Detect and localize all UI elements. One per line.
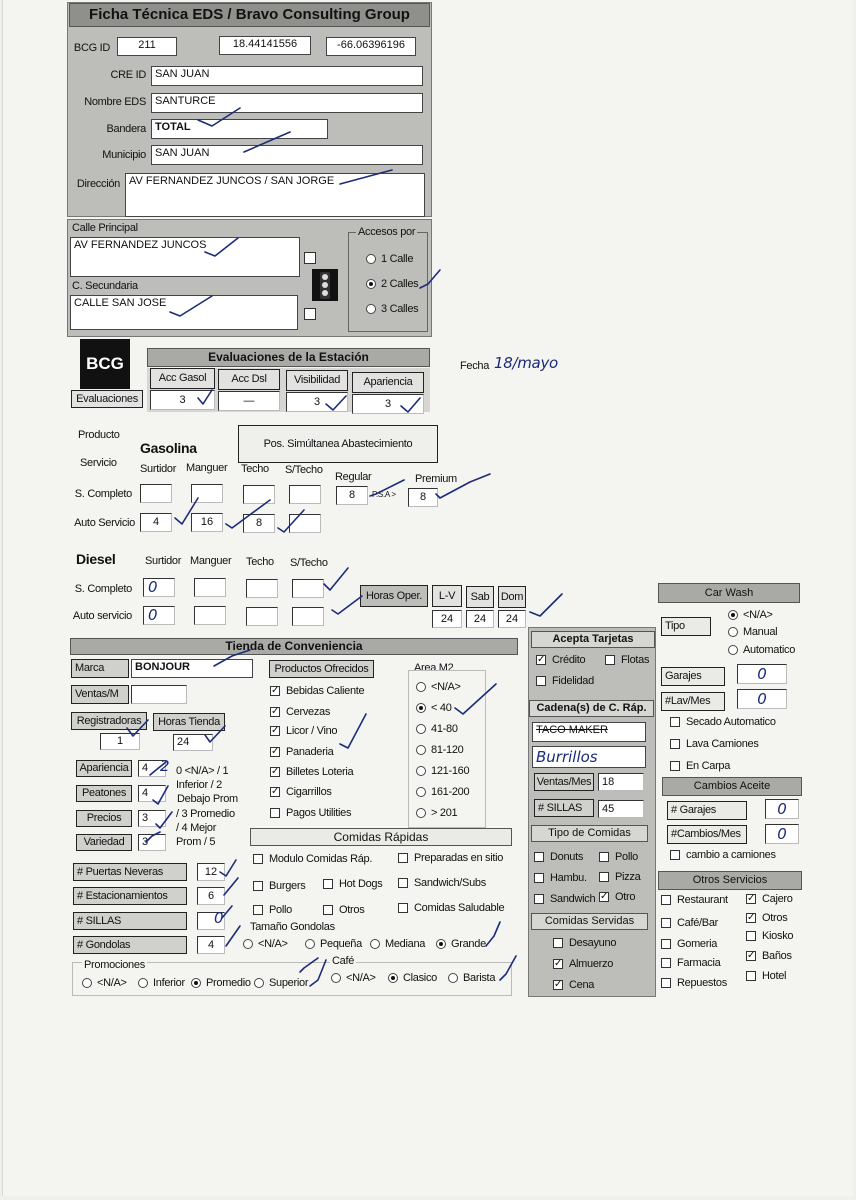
gas-auto-techo[interactable]: 8	[243, 514, 275, 533]
area-2-label: 41-80	[431, 723, 458, 735]
diesel-auto-stecho[interactable]	[292, 607, 324, 626]
direccion-label: Dirección	[76, 178, 120, 190]
precios-field[interactable]: 3	[138, 810, 166, 827]
puertas-label: # Puertas Neveras	[73, 863, 187, 881]
tienda-sillas-label: # SILLAS	[73, 912, 187, 930]
promocion-2-radio[interactable]	[191, 978, 201, 988]
gas-scompleto-manguer[interactable]	[191, 484, 223, 503]
tarjeta-2-label: Fidelidad	[552, 675, 594, 687]
evaluaciones-button[interactable]: Evaluaciones	[71, 390, 143, 408]
comida-rapida-5-checkbox[interactable]	[253, 905, 263, 915]
gas-col-surtidor: Surtidor	[140, 463, 177, 475]
producto-3-checkbox[interactable]: ✓	[271, 746, 280, 757]
horas-dom-header: Dom	[498, 586, 526, 608]
otro-servicio-8-checkbox[interactable]	[661, 978, 671, 988]
otro-servicio-2-label: Café/Bar	[677, 917, 719, 929]
producto-2-checkbox[interactable]: ✓	[271, 725, 280, 736]
producto-1-checkbox[interactable]: ✓	[271, 706, 280, 717]
tipo-comida-2-checkbox[interactable]	[534, 873, 544, 883]
scale-line-3: Debajo Prom	[177, 793, 238, 805]
diesel-scompleto-stecho[interactable]	[292, 579, 324, 598]
promocion-3-radio[interactable]	[254, 978, 264, 988]
horas-dom-value[interactable]: 24	[498, 610, 526, 628]
tarjeta-1-label: Flotas	[621, 654, 650, 666]
horas-lv-value[interactable]: 24	[432, 610, 462, 628]
comidas-servidas-title: Comidas Servidas	[531, 913, 648, 930]
producto-4-checkbox[interactable]: ✓	[271, 766, 280, 777]
cadena-ventas-label: Ventas/Mes	[534, 773, 594, 791]
calle-secundaria-checkbox[interactable]	[304, 308, 316, 320]
regular-label: Regular	[335, 471, 372, 483]
diesel-row-scompleto: S. Completo	[74, 583, 132, 595]
acc-dsl-value[interactable]: —	[218, 391, 280, 411]
area-1-radio[interactable]	[416, 703, 426, 713]
gondolas-field[interactable]: 4	[197, 936, 225, 954]
gondola-size-0-radio[interactable]	[243, 939, 253, 949]
otro-servicio-3-checkbox[interactable]: ✓	[747, 912, 756, 923]
comida-rapida-2-label: Burgers	[269, 880, 306, 892]
promocion-2-label: Promedio	[206, 977, 251, 989]
otro-servicio-6-label: Farmacia	[677, 957, 721, 969]
producto-2-label: Licor / Vino	[286, 725, 338, 737]
psa-label: P.S.A >	[372, 490, 396, 499]
otro-servicio-1-checkbox[interactable]: ✓	[747, 893, 756, 904]
scale-line-6: Prom / 5	[176, 836, 216, 848]
accesos-radio-3[interactable]	[366, 304, 376, 314]
producto-5-label: Cigarrillos	[286, 786, 332, 798]
producto-5-checkbox[interactable]: ✓	[271, 786, 280, 797]
gondolas-size-title: Tamaño Gondolas	[250, 921, 335, 933]
otro-servicio-3-label: Otros	[762, 912, 788, 924]
car-wash-option-2-radio[interactable]	[728, 645, 738, 655]
gas-row-auto: Auto Servicio	[74, 517, 135, 529]
scale-line-4: / 3 Promedio	[176, 808, 235, 820]
accesos-option-3: 3 Calles	[381, 303, 419, 315]
tarjeta-0-checkbox[interactable]: ✓	[537, 654, 546, 665]
area-2-radio[interactable]	[416, 724, 426, 734]
otro-servicio-1-label: Cajero	[762, 893, 793, 905]
cafe-0-label: <N/A>	[346, 972, 376, 984]
otro-servicio-0-checkbox[interactable]	[661, 895, 671, 905]
cambio-camiones-label: cambio a camiones	[686, 849, 776, 861]
otro-servicio-4-checkbox[interactable]	[661, 939, 671, 949]
otro-servicio-8-label: Repuestos	[677, 977, 727, 989]
tipo-comida-0-checkbox[interactable]	[534, 852, 544, 862]
producto-6-label: Pagos Utilities	[286, 807, 352, 819]
car-wash-lav-field[interactable]: 0	[737, 689, 787, 709]
diesel-col-manguer: Manguer	[190, 555, 232, 567]
area-5-label: 161-200	[431, 786, 470, 798]
diesel-auto-manguer[interactable]	[194, 606, 226, 625]
cambios-mes-label: #Cambios/Mes	[667, 825, 747, 844]
otro-servicio-5-checkbox[interactable]	[746, 931, 756, 941]
cafe-title: Café	[332, 955, 355, 967]
servicio-label: Servicio	[80, 457, 117, 469]
comidas-rapidas-title: Comidas Rápidas	[250, 828, 512, 846]
comida-rapida-3-label: Hot Dogs	[339, 878, 383, 890]
cambios-garajes-field[interactable]: 0	[765, 799, 799, 819]
fecha-value: 18/mayo	[494, 354, 558, 372]
comida-rapida-5-label: Pollo	[269, 904, 292, 916]
gondola-size-0-label: <N/A>	[258, 938, 288, 950]
direccion-field[interactable]: AV FERNANDEZ JUNCOS / SAN JORGE	[125, 173, 425, 217]
area-0-radio[interactable]	[416, 682, 426, 692]
diesel-scompleto-techo[interactable]	[246, 579, 278, 598]
estacionamientos-label: # Estacionamientos	[73, 887, 187, 905]
car-wash-option-0-label: <N/A>	[743, 609, 773, 621]
comida-rapida-0-label: Modulo Comidas Ráp.	[269, 853, 373, 865]
area-title: Area M2	[414, 662, 454, 674]
area-0-label: <N/A>	[431, 681, 461, 693]
longitude-field[interactable]: -66.06396196	[326, 37, 416, 56]
comida-rapida-2-checkbox[interactable]	[253, 881, 263, 891]
tarjeta-0-label: Crédito	[552, 654, 586, 666]
area-1-label: < 40	[431, 702, 452, 714]
producto-4-label: Billetes Loteria	[286, 766, 354, 778]
cadena-field-2[interactable]: Burrillos	[532, 746, 646, 768]
calle-principal-checkbox[interactable]	[304, 252, 316, 264]
cadena-sillas-field[interactable]: 45	[598, 800, 644, 818]
comida-servida-1-label: Almuerzo	[569, 958, 614, 970]
producto-0-label: Bebidas Caliente	[286, 685, 365, 697]
car-wash-lav-label: #Lav/Mes	[661, 692, 725, 711]
acc-dsl-header: Acc Dsl	[218, 369, 280, 390]
diesel-title: Diesel	[76, 551, 116, 567]
car-wash-check-1-label: Lava Camiones	[686, 738, 759, 750]
nombre-field[interactable]: SANTURCE	[151, 93, 423, 113]
tipo-comidas-title: Tipo de Comidas	[531, 825, 648, 842]
cambios-mes-field[interactable]: 0	[765, 824, 799, 844]
horas-sab-header: Sab	[466, 586, 494, 608]
area-5-radio[interactable]	[416, 787, 426, 797]
comida-rapida-1-label: Preparadas en sitio	[414, 852, 504, 864]
scale-line-2: Inferior / 2	[176, 779, 222, 791]
accesos-label: Accesos por	[358, 226, 416, 238]
accesos-option-1: 1 Calle	[381, 253, 414, 265]
calle-principal-label: Calle Principal	[72, 222, 138, 234]
comida-rapida-7-checkbox[interactable]	[398, 903, 408, 913]
gas-col-techo: Techo	[241, 463, 269, 475]
visibilidad-header: Visibilidad	[286, 370, 348, 391]
form-title: Ficha Técnica EDS / Bravo Consulting Group	[69, 3, 430, 27]
promocion-0-label: <N/A>	[97, 977, 127, 989]
area-6-label: > 201	[431, 807, 458, 819]
otro-servicio-0-label: Restaurant	[677, 894, 728, 906]
cadena-ventas-field[interactable]: 18	[598, 773, 644, 791]
car-wash-option-0-radio[interactable]	[728, 610, 738, 620]
car-wash-option-2-label: Automatico	[743, 644, 796, 656]
cadena-field-1[interactable]: TACO MAKER	[532, 722, 646, 742]
accesos-radio-1[interactable]	[366, 254, 376, 264]
area-3-label: 81-120	[431, 744, 464, 756]
car-wash-tipo-label: Tipo	[661, 617, 711, 636]
comida-servida-0-checkbox[interactable]	[553, 938, 563, 948]
tipo-comida-4-label: Sandwich	[550, 893, 596, 905]
bandera-label: Bandera	[106, 123, 146, 135]
gas-col-stecho: S/Techo	[285, 464, 323, 476]
accesos-radio-2[interactable]	[366, 279, 376, 289]
cafe-2-radio[interactable]	[448, 973, 458, 983]
marca-label: Marca	[71, 659, 129, 678]
tipo-comida-3-checkbox[interactable]	[599, 872, 609, 882]
horas-lv-header: L-V	[432, 585, 462, 607]
comida-rapida-0-checkbox[interactable]	[253, 854, 263, 864]
cafe-2-label: Barista	[463, 972, 496, 984]
fecha-label: Fecha	[460, 360, 490, 372]
gas-scompleto-stecho[interactable]	[289, 485, 321, 504]
gondola-size-3-radio[interactable]	[436, 939, 446, 949]
area-4-radio[interactable]	[416, 766, 426, 776]
gondolas-label: # Gondolas	[73, 936, 187, 954]
acc-gasol-header: Acc Gasol	[150, 368, 215, 389]
registradoras-field[interactable]: 1	[100, 733, 140, 750]
pos-simultanea-button[interactable]: Pos. Simúltanea Abastecimiento	[238, 425, 438, 463]
car-wash-check-1-checkbox[interactable]	[670, 739, 680, 749]
premium-field[interactable]: 8	[408, 488, 438, 507]
gasolina-title: Gasolina	[140, 440, 197, 456]
comida-servida-1-checkbox[interactable]: ✓	[554, 958, 563, 969]
apariencia-label: Apariencia	[76, 760, 132, 777]
diesel-row-auto: Auto servicio	[72, 610, 132, 622]
car-wash-check-2-checkbox[interactable]	[670, 761, 680, 771]
cre-id-label: CRE ID	[110, 69, 146, 81]
peatones-field[interactable]: 4	[138, 785, 166, 802]
promociones-title: Promociones	[84, 959, 145, 971]
diesel-scompleto-manguer[interactable]	[194, 578, 226, 597]
gondola-size-1-radio[interactable]	[305, 939, 315, 949]
visibilidad-value[interactable]: 3	[286, 392, 348, 412]
gondola-size-3-label: Grande	[451, 938, 486, 950]
ventas-field[interactable]	[131, 685, 187, 704]
otro-servicio-4-label: Gomeria	[677, 938, 718, 950]
producto-3-label: Panaderia	[286, 746, 334, 758]
apariencia-hand-value: 2	[160, 757, 170, 775]
horas-tienda-label: Horas Tienda	[153, 713, 225, 731]
gas-col-manguer: Manguer	[186, 462, 228, 474]
cafe-1-radio[interactable]	[388, 973, 398, 983]
comida-servida-2-label: Cena	[569, 979, 595, 991]
municipio-field[interactable]: SAN JUAN	[151, 145, 423, 165]
tienda-title: Tienda de Conveniencia	[70, 638, 518, 655]
car-wash-option-1-radio[interactable]	[728, 627, 738, 637]
gas-auto-manguer[interactable]: 16	[191, 513, 223, 532]
tienda-sillas-hand-value: 0	[214, 909, 224, 927]
registradoras-label: Registradoras	[71, 712, 147, 730]
traffic-light-icon	[310, 268, 340, 302]
calle-secundaria-label: C. Secundaria	[72, 280, 138, 292]
tipo-comida-1-checkbox[interactable]	[599, 852, 609, 862]
otro-servicio-5-label: Kiosko	[762, 930, 794, 942]
car-wash-check-0-checkbox[interactable]	[670, 717, 680, 727]
otro-servicio-9-label: Hotel	[762, 970, 787, 982]
apariencia-header: Apariencia	[352, 372, 424, 393]
producto-1-label: Cervezas	[286, 706, 331, 718]
otros-servicios-title: Otros Servicios	[658, 871, 802, 890]
tarjetas-title: Acepta Tarjetas	[531, 631, 655, 648]
cadena-sillas-label: # SILLAS	[534, 799, 594, 817]
productos-title: Productos Ofrecidos	[269, 660, 374, 678]
car-wash-check-0-label: Secado Automatico	[686, 716, 776, 728]
tipo-comida-2-label: Hambu.	[550, 872, 587, 884]
acc-gasol-value[interactable]: 3	[150, 390, 215, 410]
otro-servicio-2-checkbox[interactable]	[661, 918, 671, 928]
area-6-radio[interactable]	[416, 808, 426, 818]
tipo-comida-4-checkbox[interactable]	[534, 894, 544, 904]
bcg-id-label: BCG ID	[73, 42, 110, 54]
scale-line-1: 0 <N/A> / 1	[176, 765, 229, 777]
promocion-0-radio[interactable]	[82, 978, 92, 988]
accesos-option-2: 2 Calles	[381, 278, 419, 290]
car-wash-garajes-field[interactable]: 0	[737, 664, 787, 684]
comida-rapida-6-checkbox[interactable]	[323, 905, 333, 915]
tipo-comida-5-checkbox[interactable]: ✓	[600, 891, 609, 902]
estacionamientos-field[interactable]: 6	[197, 887, 225, 905]
evaluaciones-title: Evaluaciones de la Estación	[147, 348, 430, 367]
car-wash-check-2-label: En Carpa	[686, 760, 731, 772]
promocion-1-radio[interactable]	[138, 978, 148, 988]
apariencia-field[interactable]: 4	[138, 760, 166, 777]
premium-label: Premium	[415, 473, 457, 485]
horas-oper-button[interactable]: Horas Oper.	[360, 585, 428, 607]
tipo-comida-0-label: Donuts	[550, 851, 584, 863]
gas-scompleto-techo[interactable]	[243, 485, 275, 504]
otro-servicio-6-checkbox[interactable]	[661, 958, 671, 968]
comida-rapida-1-checkbox[interactable]	[398, 853, 408, 863]
promocion-1-label: Inferior	[153, 977, 185, 989]
bcg-logo: BCG	[80, 339, 130, 389]
tipo-comida-5-label: Otro	[615, 891, 636, 903]
bandera-field[interactable]: TOTAL	[151, 119, 328, 139]
tarjeta-1-checkbox[interactable]	[605, 655, 615, 665]
otro-servicio-9-checkbox[interactable]	[746, 971, 756, 981]
cafe-0-radio[interactable]	[331, 973, 341, 983]
comida-rapida-6-label: Otros	[339, 904, 365, 916]
scale-line-5: / 4 Mejor	[176, 822, 217, 834]
gondola-size-2-radio[interactable]	[370, 939, 380, 949]
peatones-label: Peatones	[76, 785, 132, 802]
precios-label: Precios	[76, 810, 132, 827]
gondola-size-2-label: Mediana	[385, 938, 426, 950]
bcg-id-field[interactable]: 211	[117, 37, 177, 56]
gas-row-scompleto: S. Completo	[74, 488, 132, 500]
variedad-field[interactable]: 3	[138, 834, 166, 851]
cadenas-title: Cadena(s) de C. Ráp.	[529, 700, 654, 717]
municipio-label: Municipio	[102, 149, 146, 161]
gas-auto-surtidor[interactable]: 4	[140, 513, 172, 532]
comida-servida-0-label: Desayuno	[569, 937, 617, 949]
cambios-garajes-label: # Garajes	[667, 801, 747, 820]
gas-auto-stecho[interactable]	[289, 514, 321, 533]
area-3-radio[interactable]	[416, 745, 426, 755]
diesel-scompleto-surtidor[interactable]: 0	[143, 578, 175, 597]
gondola-size-1-label: Pequeña	[320, 938, 362, 950]
tarjeta-2-checkbox[interactable]	[536, 676, 546, 686]
diesel-col-surtidor: Surtidor	[145, 555, 182, 567]
area-4-label: 121-160	[431, 765, 470, 777]
comida-rapida-4-checkbox[interactable]	[398, 878, 408, 888]
cafe-1-label: Clasico	[403, 972, 437, 984]
horas-sab-value[interactable]: 24	[466, 610, 494, 628]
comida-rapida-7-label: Comidas Saludable	[414, 902, 505, 914]
regular-field[interactable]: 8	[336, 486, 368, 505]
comida-servida-2-checkbox[interactable]: ✓	[554, 979, 563, 990]
comida-rapida-3-checkbox[interactable]	[323, 879, 333, 889]
diesel-col-stecho: S/Techo	[290, 557, 328, 569]
otro-servicio-7-label: Baños	[762, 950, 792, 962]
comida-rapida-4-label: Sandwich/Subs	[414, 877, 486, 889]
apariencia-value[interactable]: 3	[352, 394, 424, 414]
tipo-comida-3-label: Pizza	[615, 871, 641, 883]
car-wash-title: Car Wash	[658, 583, 800, 603]
producto-0-checkbox[interactable]: ✓	[271, 685, 280, 696]
calle-secundaria-field[interactable]: CALLE SAN JOSE	[70, 295, 298, 330]
cambios-aceite-title: Cambios Aceite	[662, 777, 802, 796]
marca-field[interactable]: BONJOUR	[131, 659, 253, 678]
cre-id-field[interactable]: SAN JUAN	[151, 66, 423, 86]
diesel-col-techo: Techo	[246, 556, 274, 568]
producto-6-checkbox[interactable]	[270, 808, 280, 818]
nombre-label: Nombre EDS	[84, 96, 146, 108]
producto-label: Producto	[78, 429, 120, 441]
calle-principal-field[interactable]: AV FERNANDEZ JUNCOS	[70, 237, 300, 277]
diesel-auto-surtidor[interactable]: 0	[143, 606, 175, 625]
ventas-label: Ventas/M	[71, 685, 129, 704]
car-wash-garajes-label: Garajes	[661, 667, 725, 686]
latitude-field[interactable]: 18.44141556	[219, 36, 311, 55]
gas-scompleto-surtidor[interactable]	[140, 484, 172, 503]
otro-servicio-7-checkbox[interactable]: ✓	[747, 950, 756, 961]
tipo-comida-1-label: Pollo	[615, 851, 638, 863]
cambio-camiones-checkbox[interactable]	[670, 850, 680, 860]
puertas-field[interactable]: 12	[197, 863, 225, 881]
variedad-label: Variedad	[76, 834, 132, 851]
car-wash-option-1-label: Manual	[743, 626, 778, 638]
horas-tienda-field[interactable]: 24	[173, 734, 213, 751]
diesel-auto-techo[interactable]	[246, 607, 278, 626]
promocion-3-label: Superior	[269, 977, 309, 989]
